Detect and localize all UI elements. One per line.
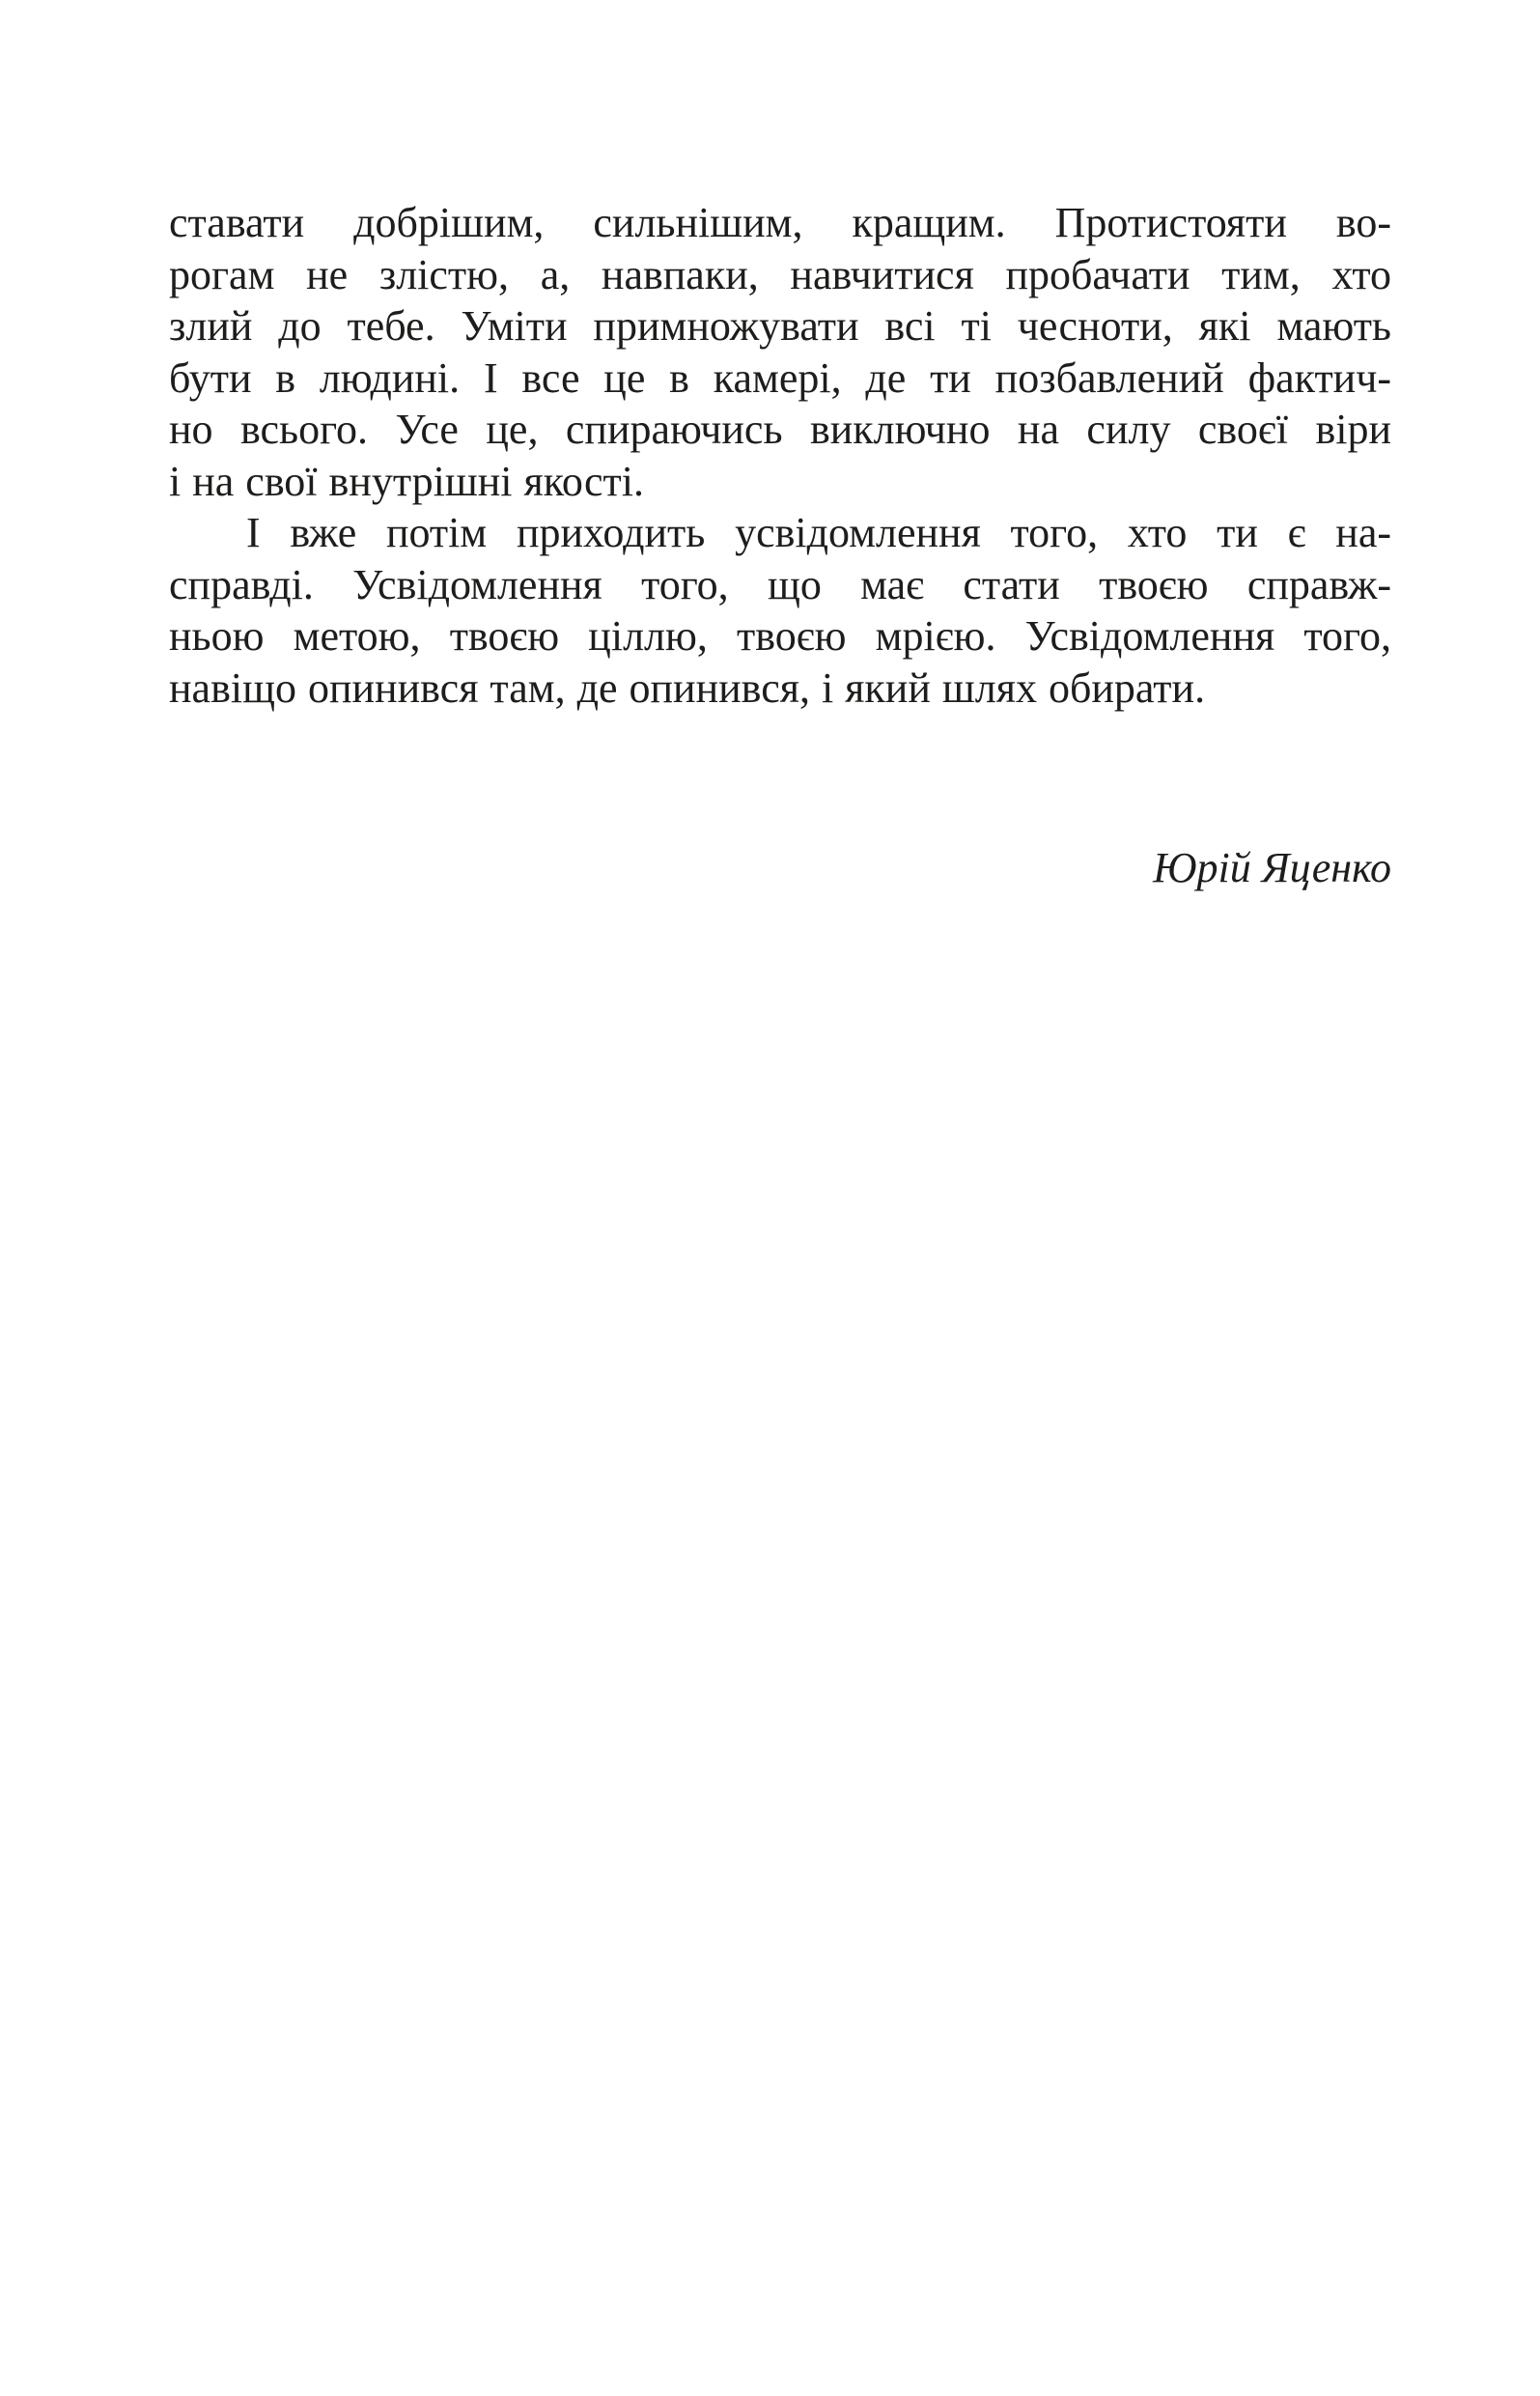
paragraph-2 xyxy=(169,507,1391,714)
text-line: І вже потім приходить усвідомлення того, хто ти є на- xyxy=(246,509,1391,556)
text-line: навіщо опинився там, де опинився, і який шлях обирати. xyxy=(169,663,1206,712)
author-signature: Юрій Яценко xyxy=(1153,844,1391,891)
text-line: і на свої внутрішні якості. xyxy=(169,457,644,505)
body-text xyxy=(169,197,1391,714)
text-line: справді. Усвідомлення того, що має стати твоєю справж- xyxy=(169,560,1391,608)
text-line: ньою метою, твоєю ціллю, твоєю мрією. Усвідомлення того, xyxy=(169,612,1391,660)
text-line: но всього. Усе це, спираючись виключно на силу своєї віри xyxy=(169,406,1391,453)
text-line: рогам не злістю, а, навпаки, навчитися пробачати тим, хто xyxy=(169,250,1391,298)
text-line: бути в людині. І все це в камері, де ти позбавлений фактич- xyxy=(169,353,1391,402)
paragraph-1 xyxy=(169,197,1391,507)
text-line: злий до тебе. Уміти примножувати всі ті чесноти, які мають xyxy=(169,302,1391,350)
text-line: ставати добрішим, сильнішим, кращим. Протистояти во- xyxy=(169,199,1391,246)
